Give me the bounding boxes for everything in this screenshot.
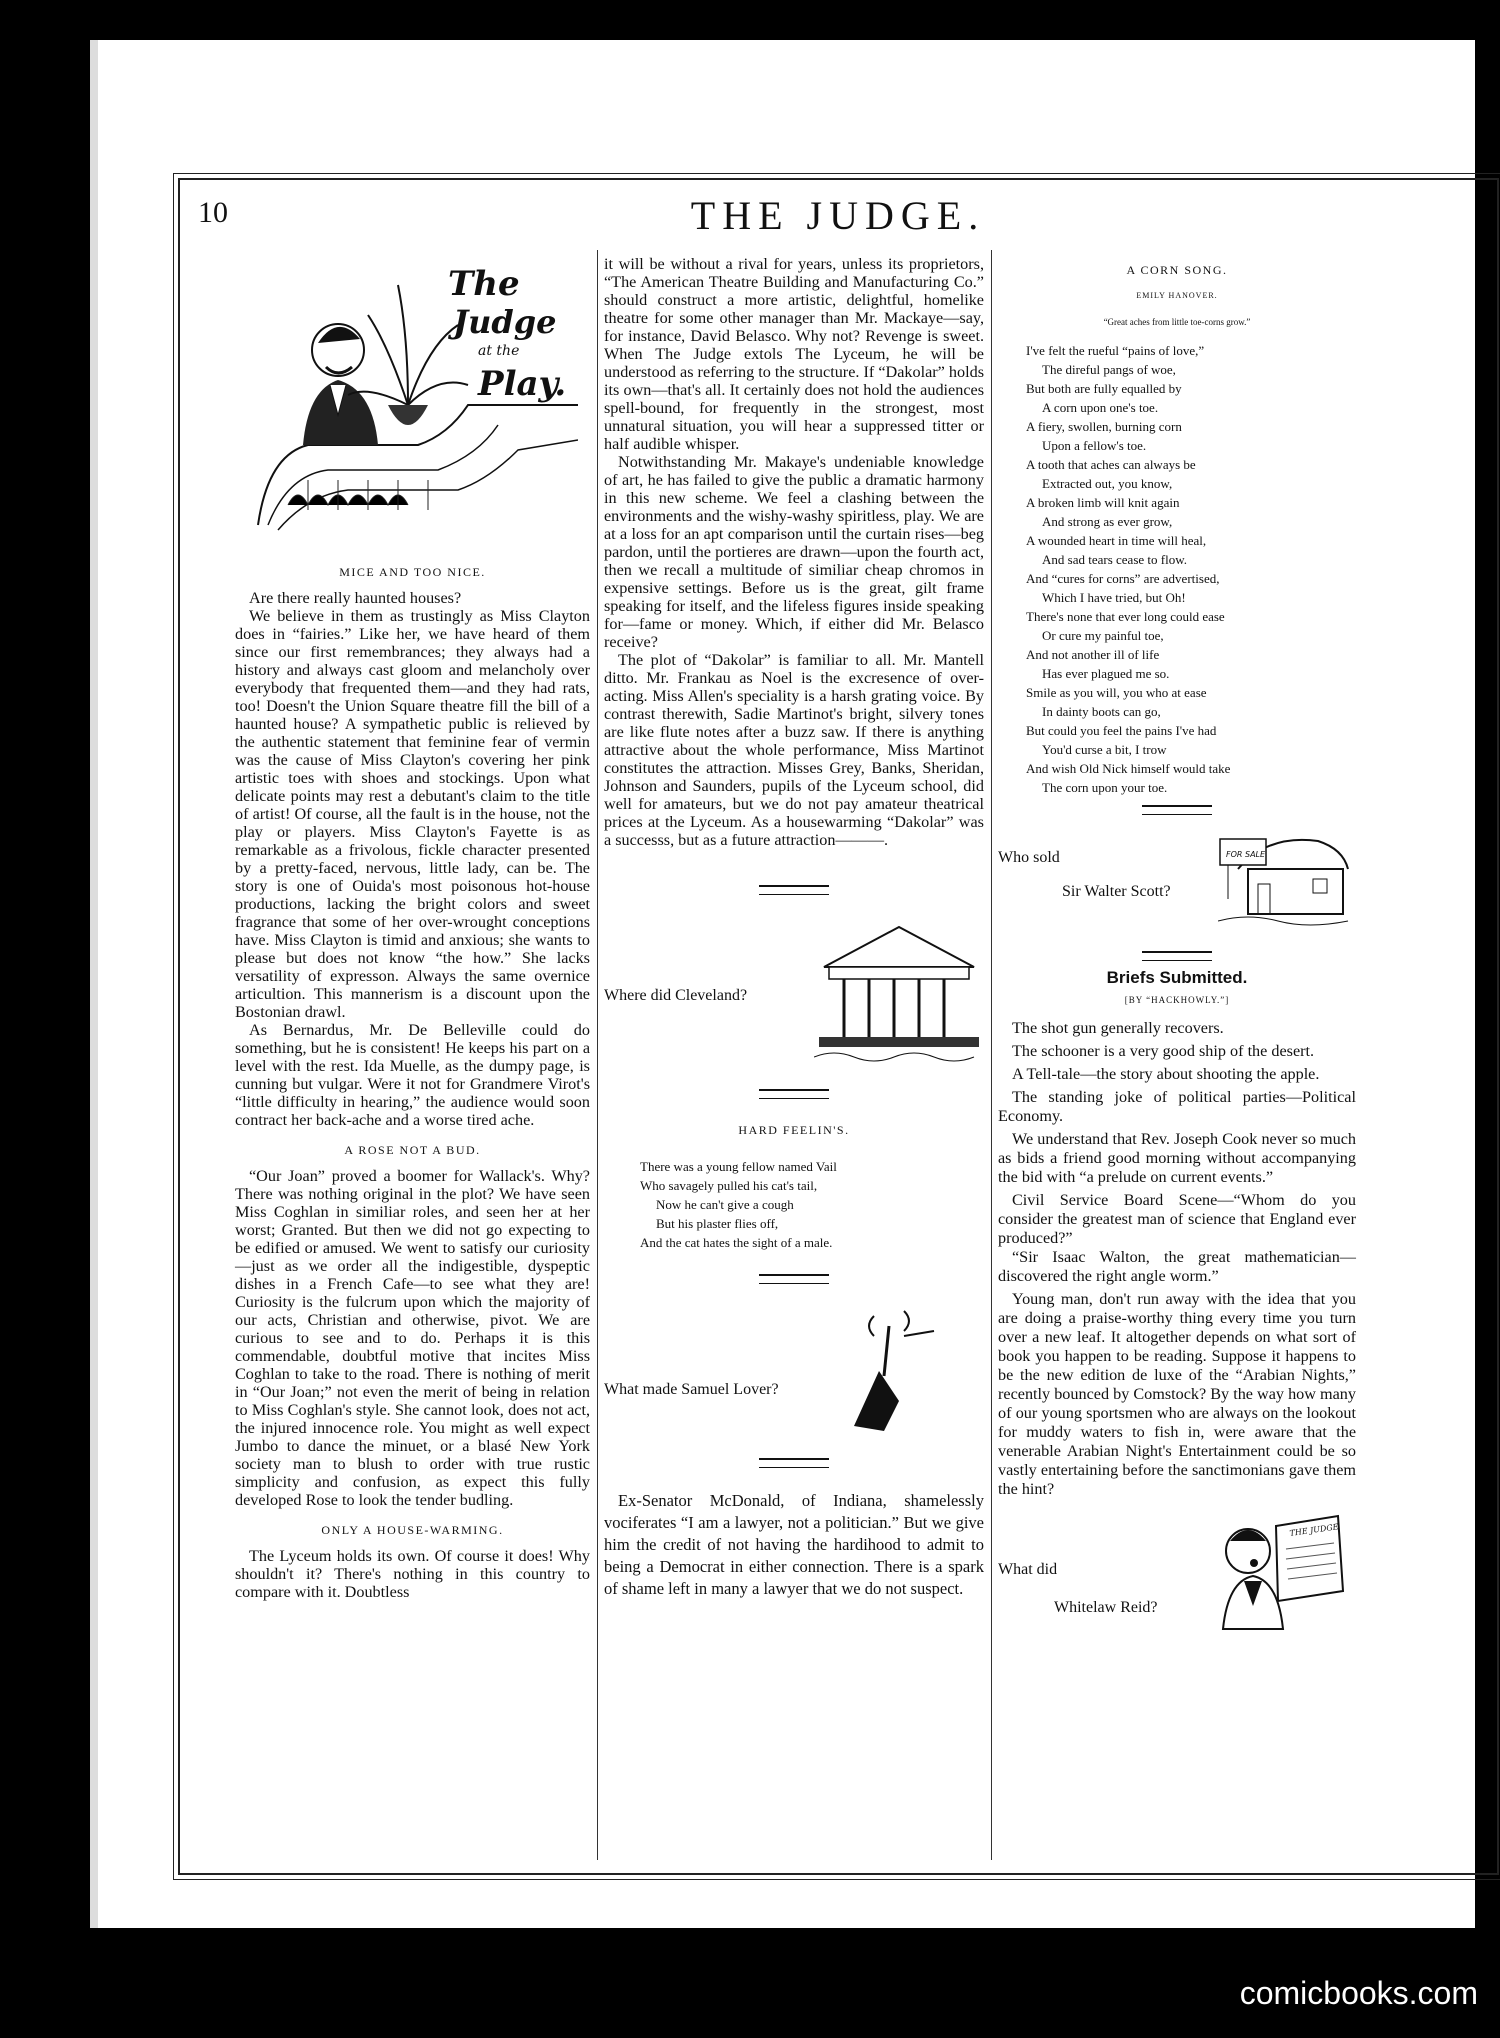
poem-corn-song	[1026, 341, 1356, 797]
logo-text-play: Play.	[477, 364, 566, 404]
page-edge	[90, 40, 98, 1928]
poem-line: There's none that ever long could ease	[1026, 609, 1225, 624]
walter-scott-joke	[998, 829, 1356, 939]
poem-title-corn-song: A CORN SONG.	[1126, 263, 1228, 277]
poem-line: Smile as you will, you who at ease	[1026, 685, 1207, 700]
divider-rule	[759, 1274, 829, 1284]
brief-item: Civil Service Board Scene—“Whom do you consider the greatest man of science that England ever produced?”	[998, 1191, 1356, 1247]
column-1	[235, 255, 590, 1601]
article-para-mcdonald: Ex-Senator McDonald, of Indiana, shamelessly vociferates “I am a lawyer, not a politician.” But we give him the credit of not having the hardihood to admit to being a Democrat in either connection. There is a spark of shame left in many a lawyer that we do not suspect.	[604, 1491, 984, 1598]
poem-line: Now he can't give a cough	[656, 1197, 794, 1212]
whitelaw-reid-joke	[998, 1511, 1356, 1631]
judge-at-the-play-illustration	[248, 255, 578, 545]
joke-whitelaw-line1: What did	[998, 1561, 1058, 1578]
poem-line: A tooth that aches can always be	[1026, 457, 1196, 472]
poem-line: A wounded heart in time will heal,	[1026, 533, 1207, 548]
article-para: The plot of “Dakolar” is familiar to all. Mr. Mantell ditto. Mr. Frankau as Noel is the excresence of over-acting. Miss Allen's speciality is a harsh grating voice. By contrast therewith, Sadie Martinot's bright, silvery tones are like flute notes after a buzz saw. If there is anything attractive about the whole performance, Miss Martinot constitutes the attraction. Misses Grey, Banks, Sheridan, Johnson and Saunders, pupils of the Lyceum school, did well for amateurs, but we do not pay amateur theatrical prices at the Lyceum. As a housewarming “Dakolar” was a successs, but as a future attraction———.	[604, 651, 984, 849]
brief-item: The schooner is a very good ship of the desert.	[1012, 1042, 1315, 1060]
poem-line: And wish Old Nick himself would take	[1026, 761, 1231, 776]
poem-hard-feelins	[640, 1157, 984, 1252]
section-title-house-warming: ONLY A HOUSE-WARMING.	[321, 1523, 504, 1537]
logo-text-the: The	[447, 264, 520, 304]
poem-line: The corn upon your toe.	[1042, 780, 1168, 795]
article-para: The Lyceum holds its own. Of course it does! Why shouldn't it? There's nothing in this country to compare with it. Doubtless	[235, 1547, 590, 1601]
poem-line: A broken limb will knit again	[1026, 495, 1180, 510]
joke-whitelaw-line2: Whitelaw Reid?	[1054, 1599, 1158, 1616]
poem-line: Extracted out, you know,	[1042, 476, 1173, 491]
divider-rule	[1142, 805, 1212, 815]
poem-line: You'd curse a bit, I trow	[1042, 742, 1167, 757]
poem-line: And not another ill of life	[1026, 647, 1160, 662]
divider-rule	[1142, 951, 1212, 961]
joke-cleveland-text: Where did Cleveland?	[604, 987, 748, 1004]
samuel-lover-joke	[604, 1306, 984, 1436]
brief-item: Young man, don't run away with the idea that you are doing a praise-worthy thing every time you turn over a new leaf. It altogether depends on what sort of book you happen to be reading. Suppose it happens to be the new edition de luxe of the “Arabian Nights,” recently bounced by Comstock? By the way how many of our young sportsmen who are always on the lookout for muddy waters to fish in, were aware that the venerable Arabian Night's Entertainment could be so vastly entertaining before the sanctimonians gave them the hint?	[998, 1290, 1356, 1498]
poem-line: Or cure my painful toe,	[1042, 628, 1164, 643]
poem-author: EMILY HANOVER.	[1136, 291, 1218, 300]
for-sale-sign-text: FOR SALE	[1226, 850, 1266, 859]
page-header	[188, 192, 1488, 240]
column-2	[604, 255, 984, 1600]
poem-line: Which I have tried, but Oh!	[1042, 590, 1186, 605]
poem-stanza	[1026, 341, 1356, 455]
poem-line: The direful pangs of woe,	[1042, 362, 1176, 377]
joke-walter-scott-line2: Sir Walter Scott?	[1062, 883, 1171, 900]
article-para: “Our Joan” proved a boomer for Wallack's. Why? There was nothing original in the plot? We have seen Miss Coghlan in similiar roles, and seen her at her worst; Granted. But then we did not go expecting to be edified or amused. We went to satisfy our curiosity—just as we order all the indigestible, dyspeptic dishes in a French Cafe—to see what they are! Curiosity is the fulcrum upon which the majority of our acts, Christian and otherwise, pivot. We are curious to see and to do. Perhaps it is this commendable, doubtful motive that incites Miss Coghlan to take to the road. There is nothing of merit in “Our Joan;” not even the merit of being in relation to Miss Coghlan's style. She cannot look, does not act, the injured innocence role. You might as well expect Jumbo to dance the minuet, or a blasé New York society man to blush to order with true rustic simplicity and confusion, as expect this fully developed Rose to look the tender budling.	[235, 1167, 590, 1509]
logo-text-at-the: at the	[477, 343, 519, 359]
article-para: Notwithstanding Mr. Makaye's undeniable knowledge of art, he has failed to give the public a dramatic harmony in this new scheme. We feel a clashing between the environments and the wishy-washy spiritless, play. We are at a loss for an apt comparison until the curtain rises—beg pardon, until the portieres are drawn—upon the fourth act, then we recall a multitude of similiar cheap chromos in expensive settings. Before us is the great, gilt frame speaking for itself, and the lifeless figures inside speaking for—fame or money. Which, if either did Mr. Belasco receive?	[604, 453, 984, 651]
site-watermark: comicbooks.com	[1239, 1975, 1478, 2011]
poem-line: And “cures for corns” are advertised,	[1026, 571, 1220, 586]
poem-stanza	[1026, 455, 1356, 569]
brief-item: The shot gun generally recovers.	[1012, 1019, 1224, 1037]
divider-rule	[759, 1458, 829, 1468]
section-title-rose: A ROSE NOT A BUD.	[344, 1143, 481, 1157]
briefs-byline: [BY “HACKHOWLY.”]	[1124, 995, 1230, 1005]
column-3	[998, 255, 1356, 1631]
page-number: 10	[198, 196, 228, 229]
poem-line: A corn upon one's toe.	[1042, 400, 1159, 415]
divider-rule	[759, 1089, 829, 1099]
poem-line: I've felt the rueful “pains of love,”	[1026, 343, 1205, 358]
poem-line: Upon a fellow's toe.	[1042, 438, 1147, 453]
article-para: As Bernardus, Mr. De Belleville could do something, but he is consistent! He keeps his part on a level with the rest. Ida Muelle, as the dumpy page, is cunning but vulgar. Were it not for Grandmere Virot's “little difficulty in hearing,” the audience would soon contract her back-ache and a worse tired ache.	[235, 1021, 590, 1129]
poem-stanza	[1026, 569, 1356, 683]
poem-stanza	[1026, 683, 1356, 797]
house-for-sale-illustration	[1218, 829, 1358, 929]
poem-line: And sad tears cease to flow.	[1042, 552, 1187, 567]
article-para: it will be without a rival for years, unless its proprietors, “The American Theatre Building and Manufacturing Co.” should construct a more artistic, delightful, homelike theatre for some other manager than Mr. Mackaye—say, for instance, David Belasco. Why not? Revenge is sweet. When The Judge extols The Lyceum, he will be understood as referring to the structure. If “Dakolar” holds its own—that's all. It certainly does not hold the audiences spell-bound, for frequently in the strongest, most unnatural situation, you will hear a suppressed titter or half audible whisper.	[604, 255, 984, 453]
section-title-mice: MICE AND TOO NICE.	[339, 565, 486, 579]
poem-line: There was a young fellow named Vail	[640, 1159, 837, 1174]
newspaper-masthead: THE JUDGE	[1289, 1522, 1340, 1538]
poem-line: And the cat hates the sight of a male.	[640, 1235, 833, 1250]
joke-samuel-lover-text: What made Samuel Lover?	[604, 1381, 779, 1398]
joke-walter-scott-line1: Who sold	[998, 849, 1060, 866]
logo-text-judge: Judge	[452, 303, 557, 341]
article-para: We believe in them as trustingly as Miss Clayton does in “fairies.” Like her, we have heard of them since our first remembrances; they always had a history and always cast gloom and melancholy over everybody that frequented them—and they had rats, too! Doesn't the Union Square theatre fill the bill of a haunted house? A sympathetic public is relieved by the authentic statement that feminine fear of vermin was the cause of Miss Clayton's covering her pink artistic toes with shoes and stockings. Upon what delicate points may rest a debutant's claim to the title of artist! Of course, all the fault is in the house, not the play or players. Miss Clayton's Fayette is as remarkable as a frivolous, fickle character presented by a pretty-faced, nervous, little lady, can be. The story is one of Ouida's most poisonous hot-house productions, lacking the bright colors and sweet fragrance that some of her over-wrought conceptions have. Miss Clayton is timid and anxious; she wants to please but does not know “the how.” She lacks versatility of expresson. Always the same overnice articultion. This mannerism is a discount upon the Bostonian drawl.	[235, 607, 590, 1021]
article-para: Are there really haunted houses?	[249, 589, 462, 607]
briefs-title: Briefs Submitted.	[1106, 968, 1248, 987]
poem-line: But his plaster flies off,	[656, 1216, 779, 1231]
poem-line: But could you feel the pains I've had	[1026, 723, 1217, 738]
poem-line: Who savagely pulled his cat's tail,	[640, 1178, 818, 1193]
poem-line: A fiery, swollen, burning corn	[1026, 419, 1182, 434]
poem-line: But both are fully equalled by	[1026, 381, 1182, 396]
plough-illustration	[844, 1306, 954, 1436]
brief-item: We understand that Rev. Joseph Cook never so much as bids a friend good morning without accompanying the bid with “a prelude on current events.”	[998, 1130, 1356, 1186]
building-illustration	[814, 917, 984, 1067]
masthead-title: THE JUDGE.	[690, 193, 986, 238]
poem-title-hard-feelins: HARD FEELIN'S.	[738, 1123, 850, 1137]
poem-line: And strong as ever grow,	[1042, 514, 1173, 529]
brief-item: “Sir Isaac Walton, the great mathematician—discovered the right angle worm.”	[998, 1248, 1356, 1285]
briefs-list	[998, 1019, 1356, 1499]
man-reading-newspaper-illustration	[1208, 1511, 1348, 1631]
divider-rule	[759, 885, 829, 895]
brief-item: A Tell-tale—the story about shooting the apple.	[1012, 1065, 1320, 1083]
poem-epigraph: “Great aches from little toe-corns grow.”	[1103, 317, 1251, 327]
brief-item: The standing joke of political parties—Political Economy.	[998, 1088, 1356, 1125]
cleveland-joke	[604, 917, 984, 1067]
poem-line: Has ever plagued me so.	[1042, 666, 1170, 681]
poem-line: In dainty boots can go,	[1042, 704, 1161, 719]
column-rule-1	[597, 250, 598, 1860]
column-rule-2	[991, 250, 992, 1860]
